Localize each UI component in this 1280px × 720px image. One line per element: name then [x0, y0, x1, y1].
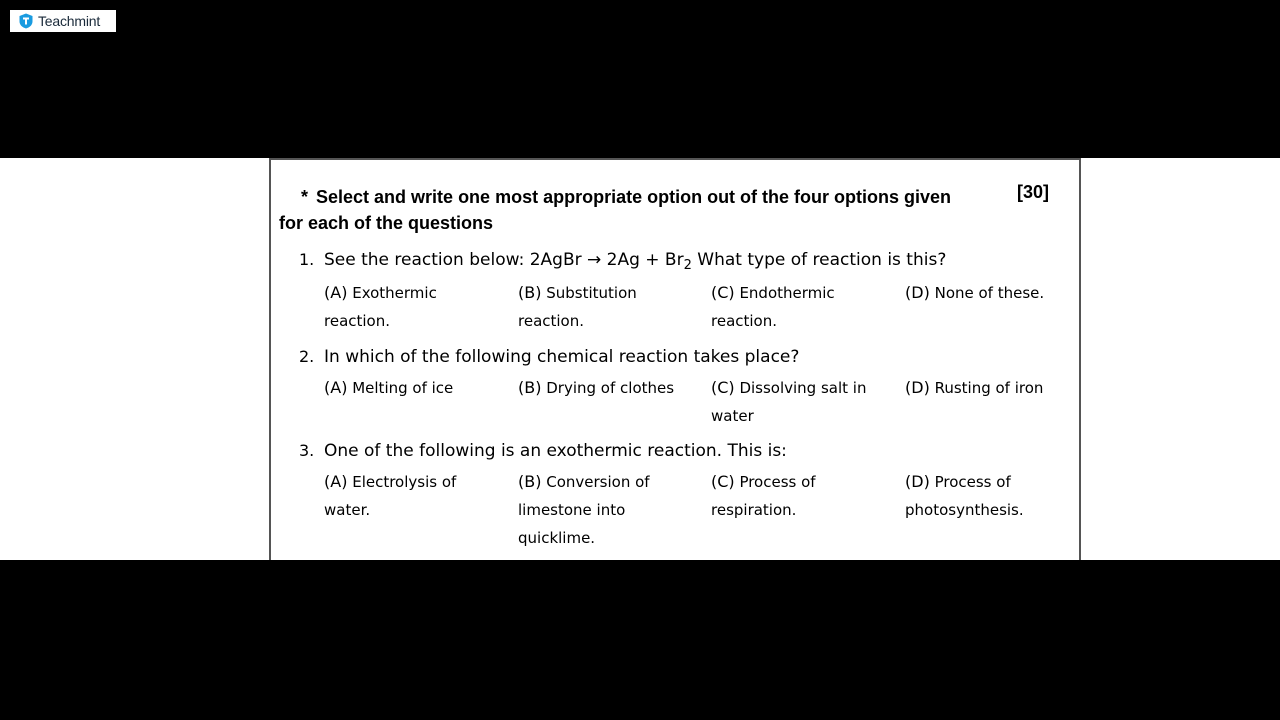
- option-text: Dissolving salt in water: [711, 379, 867, 425]
- option-letter: (B): [518, 378, 542, 397]
- question-text-part: See the reaction below: 2AgBr → 2Ag + Br: [324, 250, 684, 270]
- option-text: Melting of ice: [352, 379, 454, 397]
- logo-text: Teachmint: [38, 13, 101, 29]
- option-a: [324, 468, 504, 524]
- question-text: [324, 250, 946, 273]
- question-text: One of the following is an exothermic reaction. This is:: [324, 441, 787, 461]
- option-text: Endothermic reaction.: [711, 284, 835, 330]
- option-letter: (C): [711, 472, 735, 491]
- option-letter: (D): [905, 472, 930, 491]
- option-letter: (D): [905, 283, 930, 302]
- teachmint-logo: [10, 10, 116, 32]
- option-text: Rusting of iron: [934, 379, 1044, 397]
- option-b: [518, 279, 698, 335]
- instruction-text: Select and write one most appropriate option out of the four options given for each of the questions: [279, 187, 952, 233]
- question-text-part: What type of reaction is this?: [691, 250, 947, 270]
- option-letter: (A): [324, 472, 348, 491]
- option-text: Drying of clothes: [546, 379, 675, 397]
- option-text: None of these.: [934, 284, 1045, 302]
- document-area: [0, 158, 1280, 560]
- option-letter: (C): [711, 283, 735, 302]
- section-instruction: [279, 184, 979, 236]
- option-text: Conversion of limestone into quicklime.: [518, 473, 650, 547]
- question-number: 1.: [299, 250, 315, 269]
- option-letter: (D): [905, 378, 930, 397]
- option-c: [711, 468, 891, 524]
- option-letter: (B): [518, 283, 542, 302]
- question-text: In which of the following chemical reaction takes place?: [324, 347, 800, 367]
- question-paper: [269, 158, 1081, 560]
- option-c: [711, 279, 891, 335]
- option-letter: (A): [324, 283, 348, 302]
- option-d: [905, 279, 1085, 307]
- option-text: Exothermic reaction.: [324, 284, 437, 330]
- option-text: Process of photosynthesis.: [905, 473, 1024, 519]
- section-marks: [30]: [1017, 182, 1050, 202]
- instruction-star: *: [301, 187, 309, 207]
- option-letter: (C): [711, 378, 735, 397]
- teachmint-shield-icon: [18, 13, 34, 29]
- option-a: [324, 279, 504, 335]
- option-text: Electrolysis of water.: [324, 473, 457, 519]
- option-b: [518, 374, 698, 402]
- option-a: [324, 374, 504, 402]
- option-text: Process of respiration.: [711, 473, 816, 519]
- option-text: Substitution reaction.: [518, 284, 637, 330]
- option-b: [518, 468, 698, 552]
- question-number: 2.: [299, 347, 315, 366]
- option-d: [905, 468, 1085, 524]
- question-subscript: 2: [683, 258, 692, 273]
- option-c: [711, 374, 891, 430]
- option-letter: (A): [324, 378, 348, 397]
- option-letter: (B): [518, 472, 542, 491]
- option-d: [905, 374, 1085, 402]
- question-number: 3.: [299, 441, 315, 460]
